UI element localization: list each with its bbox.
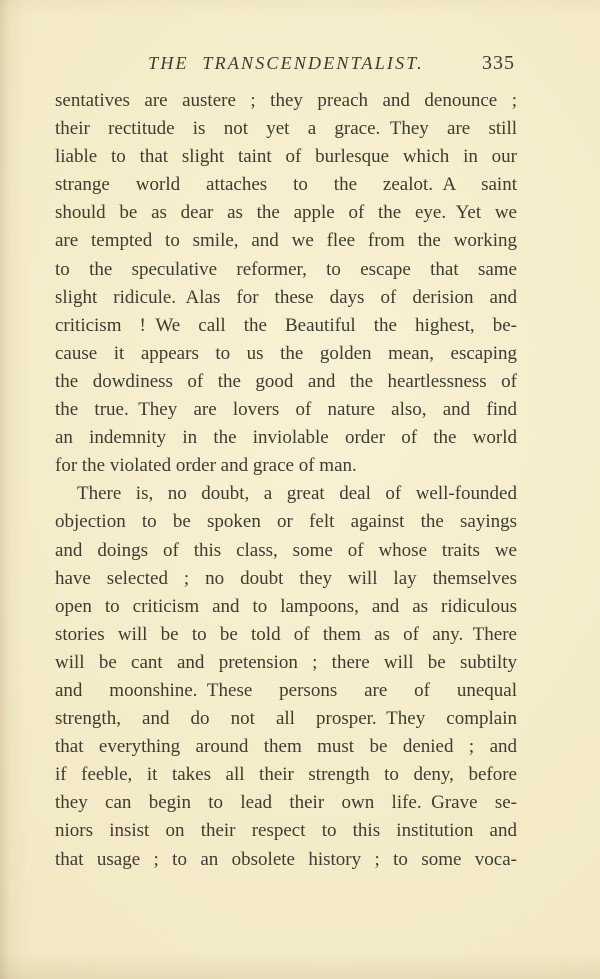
text-line: that usage ; to an obsolete history ; to some voca- <box>55 848 517 870</box>
text-line: the true. They are lovers of nature also, and find <box>55 399 517 421</box>
running-header <box>55 51 517 75</box>
text-line: slight ridicule. Alas for these days of derision and <box>55 286 517 308</box>
text-line: stories will be to be told of them as of any. There <box>55 623 517 645</box>
text-line: cause it appears to us the golden mean, escaping <box>55 342 517 364</box>
text-line: and doings of this class, some of whose traits we <box>55 539 517 561</box>
text-line: should be as dear as the apple of the eye. Yet we <box>55 202 517 224</box>
text-line: strange world attaches to the zealot. A saint <box>55 174 517 196</box>
text-line: strength, and do not all prosper. They complain <box>55 708 517 730</box>
text-line: There is, no doubt, a great deal of well-founded <box>77 483 517 505</box>
text-line: criticism ! We call the Beautiful the highest, be- <box>55 314 517 336</box>
paragraph <box>55 480 517 873</box>
body-text-block <box>55 87 517 874</box>
text-line: an indemnity in the inviolable order of the world <box>55 427 517 449</box>
text-line: if feeble, it takes all their strength to deny, before <box>55 764 517 786</box>
header-title: THE TRANSCENDENTALIST. <box>148 53 424 73</box>
text-line: and moonshine. These persons are of unequal <box>55 679 517 701</box>
text-line: that everything around them must be denied ; and <box>55 736 517 758</box>
page-number: 335 <box>482 52 515 74</box>
text-line: open to criticism and to lampoons, and as ridiculous <box>55 595 517 617</box>
text-line: have selected ; no doubt they will lay themselves <box>55 567 517 589</box>
paragraph <box>55 87 517 480</box>
text-line: the dowdiness of the good and the heartlessness of <box>55 370 517 392</box>
text-line: objection to be spoken or felt against the sayings <box>55 511 517 533</box>
text-line: will be cant and pretension ; there will be subtilty <box>55 651 517 673</box>
text-line: their rectitude is not yet a grace. They are still <box>55 118 517 140</box>
text-line: sentatives are austere ; they preach and denounce ; <box>55 90 517 111</box>
text-line: for the violated order and grace of man. <box>55 455 357 477</box>
text-line: to the speculative reformer, to escape that same <box>55 258 517 280</box>
text-line: liable to that slight taint of burlesque which in our <box>55 146 517 168</box>
text-line: they can begin to lead their own life. Grave se- <box>55 792 517 814</box>
text-line: are tempted to smile, and we flee from the working <box>55 230 517 252</box>
text-line: niors insist on their respect to this institution and <box>55 820 517 842</box>
